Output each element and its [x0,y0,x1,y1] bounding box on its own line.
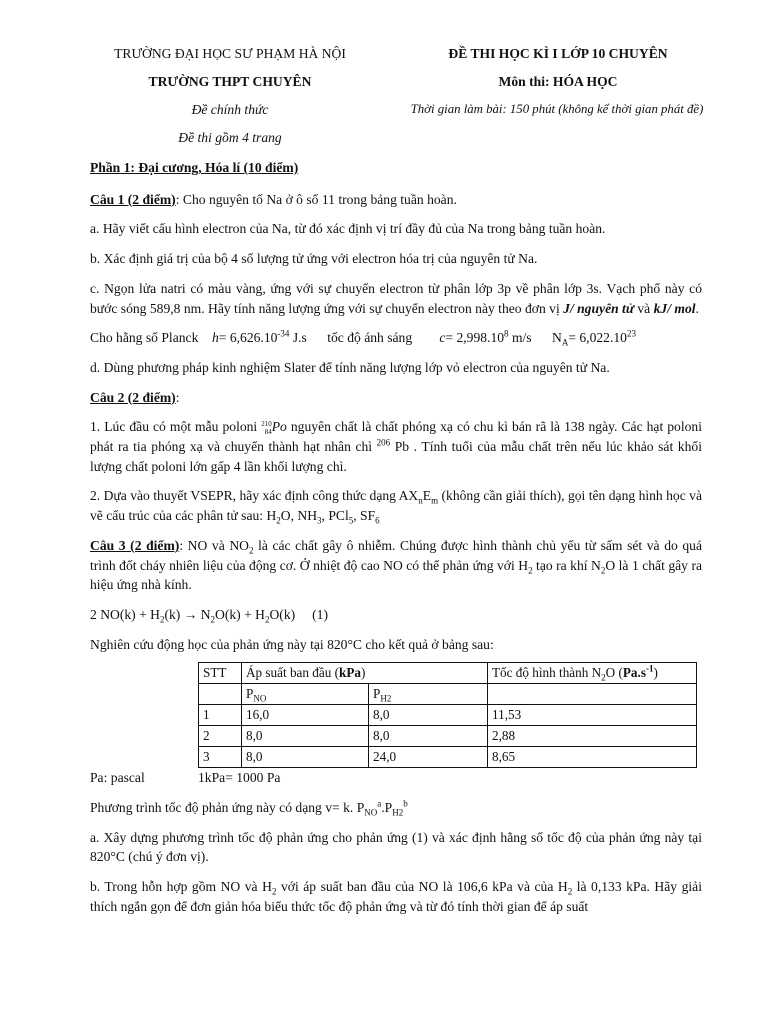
subheader-pno: $P_{NO}$ [242,684,369,705]
q3-label: Câu 3 (2 điểm) [90,537,180,553]
q3-study: Nghiên cứu động học của phản ứng này tại 820°C cho kết quả ở bảng sau: [90,636,494,652]
q2-part-1: 1. Lúc đầu có một mẫu poloni 210 84Po nguyên chất là chất phóng xạ có chu kì bán rã là 138 ngày. Các hạt poloni phát ra tia phóng xạ và chuyển thành hạt nhân chì $^{206}$ Pb . Tính tuổi của mẫu chất trên nếu lúc khảo sát khối lượng chất poloni lớn gấp 4 lần khối lượng chì. [90,419,703,474]
table-subheader-row [199,684,697,705]
page-count: Đề thi gồm 4 trang [178,130,282,145]
q1-label: Câu 1 (2 điểm) [90,191,176,207]
q1-intro: Câu 1 (2 điểm): Cho nguyên tố Na ở ô số 11 trong bảng tuần hoàn. [90,191,457,207]
q3-part-a: a. Xây dựng phương trình tốc độ phản ứng cho phản ứng (1) và xác định hằng số tốc độ của phản ứng này tại 820°C (chú ý đơn vị). [90,829,702,865]
q3-intro: Câu 3 (2 điểm): NO và $NO_2$ là các chất gây ô nhiễm. Chúng được hình thành chủ yếu từ sấm sét và do quá trình đốt cháy nhiên liệu của động cơ. Ở nhiệt độ cao NO có thể phản ứng với $H_2$ tạo ra khí $N_2O$ là 1 chất gây ra hiệu ứng nhà kính. [90,537,703,593]
subheader-ph2: $P_{H2}$ [369,684,488,705]
q3-units-note: Pa: pascal 1kPa= 1000 Pa [90,770,281,786]
table-row: 1 16,0 8,0 11,53 [199,705,697,726]
q2-heading: Câu 2 (2 điểm): [90,389,180,405]
q3-rate-law: Phương trình tốc độ phản ứng này có dạng v= k. $P_{NO}^a.P_{H2}^b$ [90,798,408,818]
official-label: Đề chính thức [191,102,269,117]
exam-subject: Môn thi: HÓA HỌC [498,74,618,89]
exam-body [90,158,702,917]
exam-duration: Thời gian làm bài: 150 phút (không kể thời gian phát đề) [410,102,704,116]
q3-part-b: b. Trong hỗn hợp gồm NO và $H_2$ với áp suất ban đầu của NO là 106,6 kPa và của $H_2$ là 0,133 kPa. Hãy giải thích ngắn gọn để đơn giản hóa biểu thức tốc độ phản ứng và từ đó tính thời gian để áp suất [90,879,702,914]
q1-constants: Cho hằng số Planck $h= 6,626.10^{-34}$ J.s tốc độ ánh sáng $c= 2,998.10^8$ m/s $N_A= 6,022.10^{23}$ [90,328,636,348]
table-row: 2 8,0 8,0 2,88 [199,726,697,747]
q3-equation: 2 $NO(k) + H_2(k) \to N_2O(k) + H_2O(k)$ (1) [90,606,329,625]
school-name: TRƯỜNG ĐẠI HỌC SƯ PHẠM HÀ NỘI [114,46,346,61]
q1-part-b: b. Xác định giá trị của bộ 4 số lượng tử ứng với electron hóa trị của nguyên tử Na. [90,251,538,267]
q1-part-d: d. Dùng phương pháp kinh nghiệm Slater để tính năng lượng lớp vỏ electron của nguyên tử Na. [90,359,610,375]
header-initial-pressure: Áp suất ban đầu (kPa) [242,663,488,684]
q2-part-2: 2. Dựa vào thuyết VSEPR, hãy xác định công thức dạng $AX_nE_m$ (không cần giải thích), gọi tên dạng hình học và vẽ cấu trúc của các phân tử sau: $H_2O$, $NH_3$, PCl$_5$, $SF_6$ [90,488,702,526]
kinetics-table [198,662,697,768]
table-header-row [199,663,697,684]
exam-title: ĐỀ THI HỌC KÌ I LỚP 10 CHUYÊN [448,46,668,61]
header-stt: STT [199,663,242,684]
header-rate: Tốc độ hình thành $N_2O$ $(Pa.s^{-1})$ [488,663,697,684]
part1-title: Phần 1: Đại cương, Hóa lí (10 điểm) [90,160,299,175]
high-school-name: TRƯỜNG THPT CHUYÊN [148,74,312,89]
table-row: 3 8,0 24,0 8,65 [199,747,697,768]
q1-part-c: c. Ngọn lửa natri có màu vàng, ứng với sự chuyển electron từ phân lớp 3p về phân lớp 3s. Vạch phổ này có bước sóng 589,8 nm. Hãy tính năng lượng ứng với sự chuyển electron này theo đơn vị J/ nguyên tử và kJ/ mol. [90,280,702,316]
q2-label: Câu 2 (2 điểm) [90,389,176,405]
q1-part-a: a. Hãy viết cấu hình electron của Na, từ đó xác định vị trí đầy đủ của Na trong bảng tuần hoàn. [90,221,606,237]
